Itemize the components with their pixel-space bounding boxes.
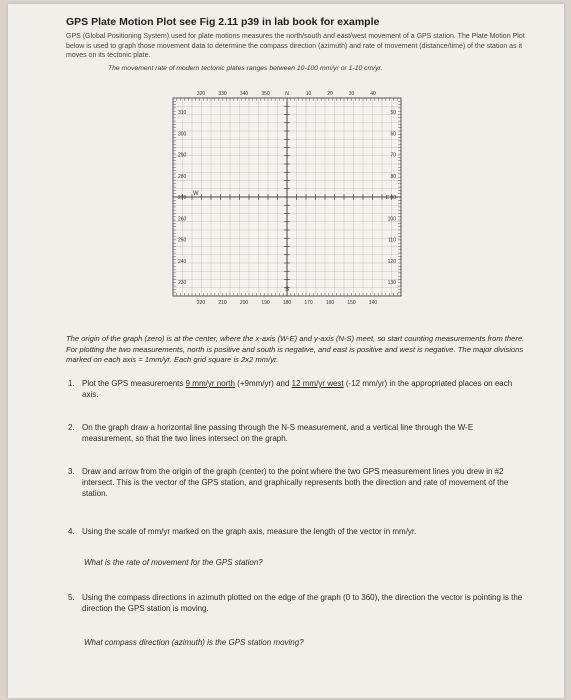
step-1-text-b: (+9mm/yr) and xyxy=(234,379,292,388)
bottom-tick-label: 190 xyxy=(261,300,270,306)
top-tick-label: 340 xyxy=(239,91,249,97)
step-1-text-a: Plot the GPS measurements xyxy=(82,379,186,388)
right-tick-label: E 90 xyxy=(385,195,396,201)
left-tick-label: 290 xyxy=(178,152,187,159)
bottom-tick-label: 180 xyxy=(282,300,292,306)
left-tick-label: 250 xyxy=(178,237,187,244)
step-number: 3. xyxy=(68,467,75,476)
step-number: 1. xyxy=(68,379,75,388)
south-label: S xyxy=(284,287,290,293)
right-tick-label: 60 xyxy=(390,131,396,138)
north-measurement: 9 mm/yr north xyxy=(185,379,235,388)
page-title: GPS Plate Motion Plot see Fig 2.11 p39 in lab book for example xyxy=(66,16,380,28)
right-tick-label: 50 xyxy=(390,110,396,116)
top-tick-label: N xyxy=(285,91,289,97)
bottom-tick-label: 150 xyxy=(347,300,356,306)
left-tick-label: 280 xyxy=(178,173,187,180)
step-text: Using the scale of mm/yr marked on the graph axis, measure the length of the vector in mm/yr. xyxy=(82,527,417,536)
west-measurement: 12 mm/yr west xyxy=(291,379,344,388)
left-tick-label: 260 xyxy=(178,216,187,223)
top-tick-label: 330 xyxy=(218,91,227,97)
question-azimuth: What compass direction (azimuth) is the GPS station moving? xyxy=(84,638,304,647)
right-tick-label: 100 xyxy=(387,216,396,223)
left-tick-label: 300 xyxy=(178,131,187,138)
origin-paragraph: The origin of the graph (zero) is at the center, where the x-axis (W-E) and y-axis (N-S) meet, so start counting measurements from there. For plotting the two measurements, north is positive and south is negative, and east is positive and west is negative. The major divisions marked on each axis = 1mm/yr. Each grid square is 2x2 mm/yr. xyxy=(66,334,525,364)
top-tick-label: 350 xyxy=(261,91,270,97)
step-number: 2. xyxy=(68,423,75,432)
bottom-tick-label: 200 xyxy=(239,300,249,306)
right-tick-label: 130 xyxy=(387,280,396,286)
top-tick-label: 40 xyxy=(370,91,376,97)
bottom-tick-label: 210 xyxy=(218,300,227,306)
top-tick-label: 20 xyxy=(327,91,333,97)
left-tick-label: 270 xyxy=(178,195,187,201)
top-tick-label: 320 xyxy=(196,91,206,97)
left-tick-label: 230 xyxy=(178,280,187,286)
question-rate: What is the rate of movement for the GPS station? xyxy=(84,558,263,567)
step-text xyxy=(82,378,526,400)
top-tick-label: 10 xyxy=(305,91,312,97)
west-label: W xyxy=(193,191,199,197)
rate-note: The movement rate of modern tectonic plates ranges between 10-100 mm/yr or 1-10 cm/yr. xyxy=(108,65,383,72)
step-number: 5. xyxy=(68,593,75,602)
intro-paragraph: GPS (Global Positioning System) used for plate motions measures the north/south and east/west movement of a GPS station. The Plate Motion Plot below is used to graph those movement data to determine the compass direction (azimuth) and rate of movement (distance/time) of the station as it moves on its tectonic plate. xyxy=(66,33,525,59)
step-number: 4. xyxy=(68,527,75,536)
step-1-text-c: (-12 mm/yr) in the appropriated places on each axis. xyxy=(82,379,513,399)
plate-motion-plot xyxy=(163,86,413,326)
bottom-tick-label: 220 xyxy=(196,300,206,306)
top-tick-label: 30 xyxy=(348,91,355,97)
right-tick-label: 70 xyxy=(390,152,396,159)
plate-motion-plot-svg xyxy=(163,86,413,326)
step-text: On the graph draw a horizontal line passing through the N-S measurement, and a vertical line through the W-E measurement, so that the two lines intersect on the graph. xyxy=(82,423,474,443)
bottom-tick-label: 160 xyxy=(325,300,335,306)
left-tick-label: 240 xyxy=(178,258,187,265)
right-tick-label: 80 xyxy=(390,173,396,180)
left-tick-label: 310 xyxy=(178,110,187,116)
right-tick-label: 120 xyxy=(387,258,396,265)
step-text: Draw and arrow from the origin of the graph (center) to the point where the two GPS measurement lines you drew in #2 intersect. This is the vector of the GPS station, and graphically represents both the direction and rate of movement of the station. xyxy=(82,467,509,498)
step-text: Using the compass directions in azimuth plotted on the edge of the graph (0 to 360), the direction the vector is pointing is the direction the GPS station is moving. xyxy=(82,593,523,613)
worksheet-page xyxy=(8,4,564,698)
bottom-tick-label: 170 xyxy=(304,300,313,306)
bottom-tick-label: 140 xyxy=(368,300,378,306)
right-tick-label: 110 xyxy=(388,237,396,244)
